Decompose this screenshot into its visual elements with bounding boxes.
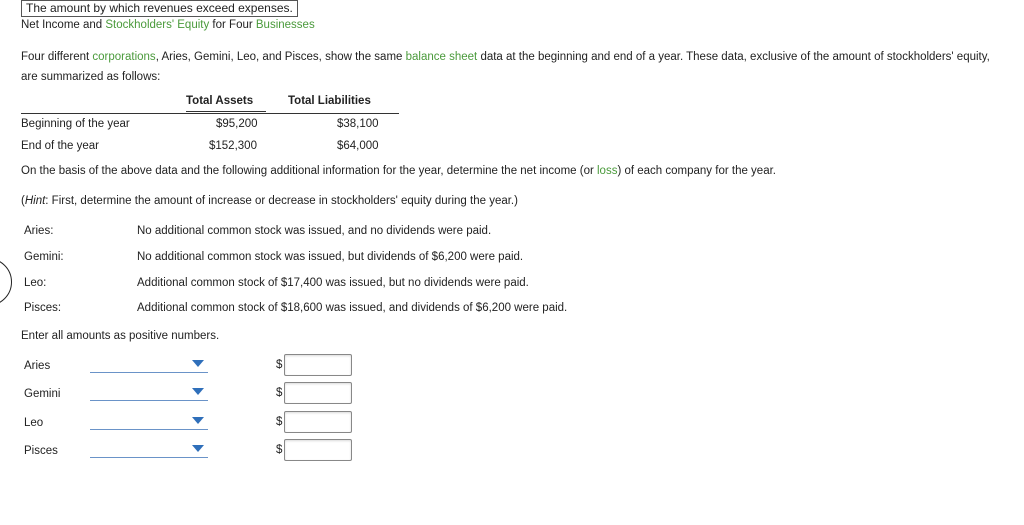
instruction-text-1: On the basis of the above data and the following additional information for the year, determine the net income (or	[21, 165, 597, 177]
problem-title	[21, 19, 315, 31]
header-total-liabilities: Total Liabilities	[288, 95, 371, 107]
company-info-gemini: No additional common stock was issued, but dividends of $6,200 were paid.	[137, 251, 524, 263]
pisces-result-dropdown[interactable]	[90, 441, 208, 458]
stockholders-equity-link[interactable]: Stockholders' Equity	[105, 19, 210, 31]
company-name-gemini: Gemini:	[24, 251, 64, 263]
hint-open-paren: (	[21, 195, 25, 207]
title-for-four: for Four	[209, 19, 256, 31]
beginning-assets: $95,200	[216, 118, 258, 130]
dollar-sign: $	[276, 416, 283, 428]
chevron-down-icon	[192, 388, 204, 395]
title-net-income: Net Income	[21, 19, 80, 31]
company-name-aries: Aries:	[24, 225, 54, 237]
chevron-down-icon	[192, 360, 204, 367]
company-info-aries: No additional common stock was issued, and no dividends were paid.	[137, 225, 492, 237]
table-top-rule	[21, 113, 399, 114]
leo-amount-input[interactable]	[284, 411, 352, 433]
company-name-leo: Leo:	[24, 277, 47, 289]
answer-label-pisces: Pisces	[24, 445, 58, 457]
intro-paragraph	[21, 47, 1006, 87]
edge-circle-artifact	[0, 258, 12, 306]
company-info-pisces: Additional common stock of $18,600 was issued, and dividends of $6,200 were paid.	[137, 302, 568, 314]
answer-label-aries: Aries	[24, 360, 51, 372]
answer-label-gemini: Gemini	[24, 388, 61, 400]
beginning-liabilities: $38,100	[337, 118, 379, 130]
row-label-beginning: Beginning of the year	[21, 118, 130, 130]
intro-text-2: , Aries, Gemini, Leo, and Pisces, show the same	[155, 51, 406, 63]
definition-tooltip: The amount by which revenues exceed expenses.	[21, 0, 298, 17]
instruction-text-2: ) of each company for the year.	[617, 165, 776, 177]
title-and: and	[79, 19, 106, 31]
hint-paragraph	[21, 195, 518, 207]
balance-sheet-link[interactable]: balance sheet	[405, 51, 478, 63]
row-label-end: End of the year	[21, 140, 99, 152]
instruction-paragraph	[21, 165, 776, 177]
intro-text-1: Four different	[21, 51, 93, 63]
company-name-pisces: Pisces:	[24, 302, 62, 314]
chevron-down-icon	[192, 417, 204, 424]
end-liabilities: $64,000	[337, 140, 379, 152]
businesses-link[interactable]: Businesses	[255, 19, 315, 31]
corporations-link[interactable]: corporations	[92, 51, 156, 63]
header-total-assets: Total Assets	[186, 95, 254, 107]
answer-label-leo: Leo	[24, 417, 44, 429]
aries-amount-input[interactable]	[284, 354, 352, 376]
dollar-sign: $	[276, 359, 283, 371]
intro-text-3: data at the beginning and end of a year. These data, exclusive of the amount of stockholders' equity, are summarized as follows:	[21, 51, 990, 83]
chevron-down-icon	[192, 445, 204, 452]
loss-link[interactable]: loss	[597, 165, 618, 177]
gemini-result-dropdown[interactable]	[90, 384, 208, 401]
hint-text: : First, determine the amount of increase or decrease in stockholders' equity during the year.)	[45, 195, 518, 207]
hint-label: Hint	[24, 195, 46, 207]
dollar-sign: $	[276, 444, 283, 456]
header-rule-assets	[186, 111, 266, 112]
gemini-amount-input[interactable]	[284, 382, 352, 404]
company-info-leo: Additional common stock of $17,400 was issued, but no dividends were paid.	[137, 277, 529, 289]
pisces-amount-input[interactable]	[284, 439, 352, 461]
dollar-sign: $	[276, 387, 283, 399]
enter-note: Enter all amounts as positive numbers.	[21, 330, 220, 342]
end-assets: $152,300	[209, 140, 257, 152]
leo-result-dropdown[interactable]	[90, 413, 208, 430]
aries-result-dropdown[interactable]	[90, 356, 208, 373]
